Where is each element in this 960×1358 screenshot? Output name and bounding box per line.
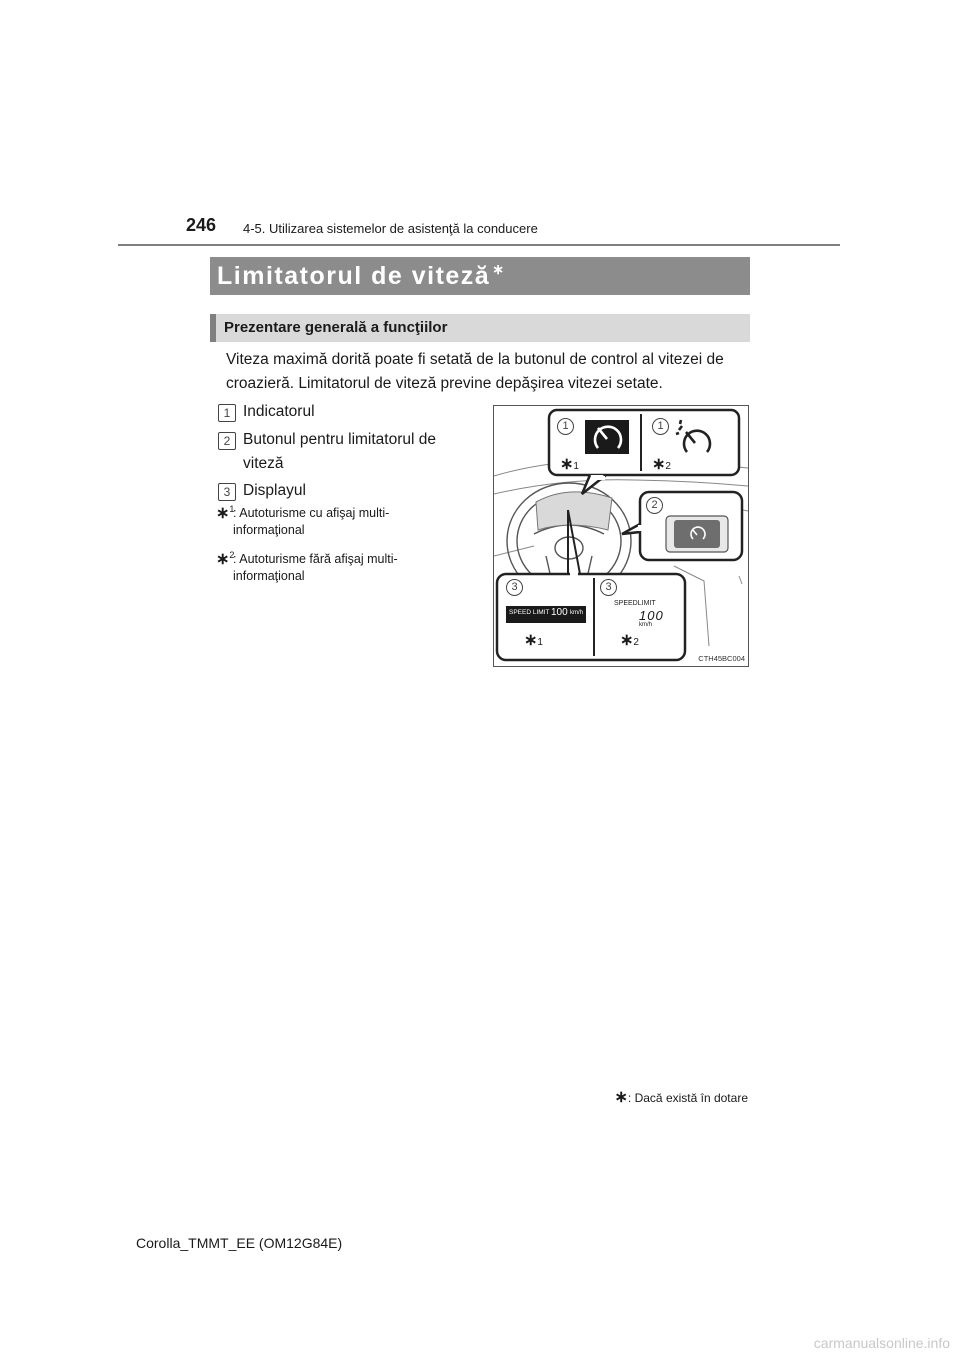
dashboard-illustration (494, 406, 748, 666)
optional-equipment-star: ∗ (492, 261, 506, 277)
item-label-button: Butonul pentru limitatorul de viteză (243, 431, 437, 472)
watermark: carmanualsonline.info (813, 1335, 950, 1351)
item-number-1: 1 (218, 404, 236, 422)
footnote-2-text: : Autoturisme fără afişaj multi-informaţional (233, 552, 398, 583)
figure-star-2-bottom: ∗2 (620, 632, 639, 649)
callout-1-indicator: 1 (557, 418, 574, 435)
intro-paragraph: Viteza maximă dorită poate fi setată de la butonul de control al vitezei de croazieră. Limitatorul de viteză previne depăşirea vitezei setate. (226, 351, 724, 392)
item-number-2: 2 (218, 432, 236, 450)
section-title: Limitatorul de viteză (217, 262, 491, 290)
display-speed-limit-value: 100 (551, 607, 568, 618)
section-title-bar (210, 257, 750, 295)
figure-code: CTH45BC004 (698, 654, 745, 663)
chapter-title: 4-5. Utilizarea sistemelor de asistenţă la conducere (243, 221, 538, 236)
figure-star-2-top: ∗2 (652, 456, 671, 473)
display-alt-unit: km/h (639, 622, 653, 628)
footnote-star: ∗ (216, 551, 230, 568)
figure-star-1-top: ∗1 (560, 456, 579, 473)
footnote-1-text: : Autoturisme cu afişaj multi-informaţional (233, 506, 390, 537)
callout-2-button: 2 (646, 497, 663, 514)
figure-star-1-bottom: ∗1 (524, 632, 543, 649)
footnote-sup: 1 (229, 504, 235, 514)
subheading-bar (210, 314, 750, 342)
speed-limiter-figure (493, 405, 749, 667)
item-label-indicator: Indicatorul (243, 403, 315, 420)
display-speed-limit-label: SPEED LIMIT (509, 609, 550, 616)
item-number-3: 3 (218, 483, 236, 501)
footnote-star: ∗ (216, 505, 230, 522)
callout-1-indicator-alt: 1 (652, 418, 669, 435)
display-speed-limit-unit: km/h (570, 610, 584, 616)
optional-equipment-note: ∗: Dacă există în dotare (614, 1089, 748, 1106)
callout-3-display-alt: 3 (600, 579, 617, 596)
callout-3-display: 3 (506, 579, 523, 596)
footnote-sup: 2 (229, 550, 235, 560)
footnote-1 (216, 503, 234, 523)
header-divider (118, 244, 840, 246)
display-alt-label: SPEEDLIMIT (614, 600, 656, 607)
footer-model-code: Corolla_TMMT_EE (OM12G84E) (136, 1235, 343, 1251)
footnote-2 (216, 549, 234, 569)
subheading: Prezentare generală a funcţiilor (224, 319, 448, 336)
item-label-display: Displayul (243, 482, 306, 499)
display-alt-value: 100 (639, 608, 664, 623)
page-number: 246 (186, 215, 217, 235)
